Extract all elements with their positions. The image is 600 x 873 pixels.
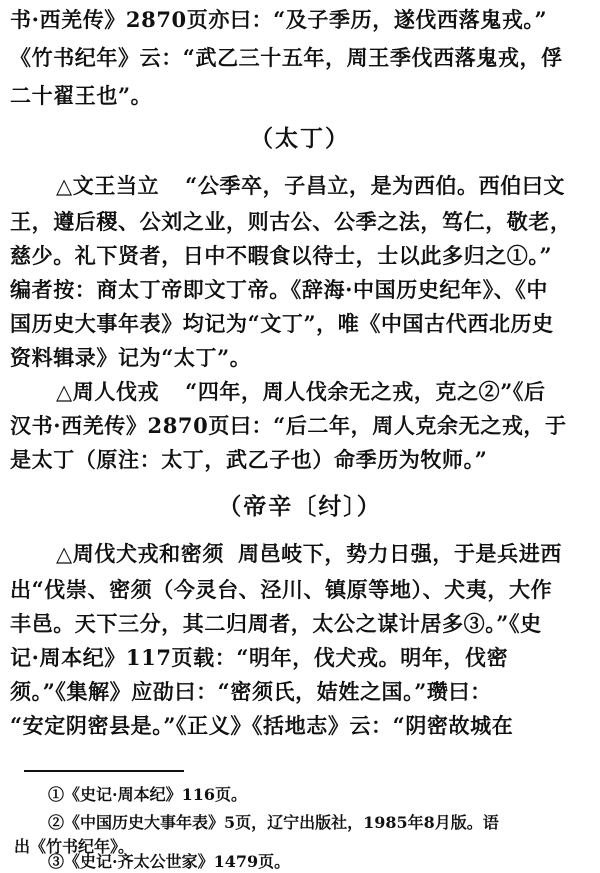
body-line: 二十翟王也”。 bbox=[10, 83, 153, 108]
body-line: 汉书·西羌传》2870页曰：“后二年，周人克余无之戎，于 bbox=[10, 413, 567, 438]
body-line: 慈少。礼下贤者，日中不暇食以待士，士以此多归之①。” bbox=[10, 243, 553, 268]
body-line: 丰邑。天下三分，其二归周者，太公之谋计居多③。”《史 bbox=[10, 611, 542, 636]
entry-first-line bbox=[56, 172, 596, 200]
editor-note-line: 编者按：商太丁帝即文丁帝。《辞海·中国历史纪年》、《中 bbox=[10, 277, 549, 302]
entry-title: △周伐犬戎和密须 bbox=[56, 541, 224, 566]
entry-title: △文王当立 bbox=[56, 173, 160, 198]
entry-first-line bbox=[56, 540, 596, 568]
body-line: 王，遵后稷、公刘之业，则古公、公季之法，笃仁，敬老， bbox=[10, 209, 572, 234]
body-line: 须。”《集解》应劭曰：“密须氏，姞姓之国。”瓒曰： bbox=[10, 679, 492, 704]
footnote-3: ③《史记·齐太公世家》1479页。 bbox=[48, 852, 291, 871]
entry-text: 周邑岐下，势力日强，于是兵进西 bbox=[237, 541, 562, 566]
footnote-1: ①《史记·周本纪》116页。 bbox=[48, 785, 247, 804]
footnote-2-continued: 出《竹书纪年》。 bbox=[14, 837, 135, 856]
entry-title: △周人伐戎 bbox=[56, 379, 160, 404]
section-heading-taiding: （太丁） bbox=[250, 125, 350, 152]
body-line: 是太丁（原注：太丁，武乙子也）命季历为牧师。” bbox=[10, 447, 488, 472]
entry-text: “四年，周人伐余无之戎，克之②”《后 bbox=[185, 379, 546, 404]
section-heading-dixin: （帝辛〔纣〕） bbox=[218, 493, 382, 520]
editor-note-line: 国历史大事年表》均记为“文丁”，唯《中国古代西北历史 bbox=[10, 311, 554, 336]
body-line: 记·周本纪》117页载：“明年，伐犬戎。明年，伐密 bbox=[10, 645, 509, 670]
body-line: 《竹书纪年》云：“武乙三十五年，周王季伐西落鬼戎，俘 bbox=[10, 45, 563, 70]
body-line: “安定阴密县是。”《正义》《括地志》云：“阴密故城在 bbox=[10, 713, 514, 738]
footnote-separator bbox=[24, 770, 184, 772]
editor-note-line: 资料辑录》记为“太丁”。 bbox=[10, 345, 252, 370]
entry-text: “公季卒，子昌立，是为西伯。西伯曰文 bbox=[185, 173, 566, 198]
body-line: 出“伐崇、密须（今灵台、泾川、镇原等地）、犬夷，大作 bbox=[10, 577, 553, 602]
footnote-2: ②《中国历史大事年表》5页，辽宁出版社，1985年8月版。语 bbox=[48, 813, 499, 832]
body-line: 书·西羌传》2870页亦曰：“及子季历，遂伐西落鬼戎。” bbox=[10, 7, 548, 32]
entry-first-line bbox=[56, 378, 596, 406]
